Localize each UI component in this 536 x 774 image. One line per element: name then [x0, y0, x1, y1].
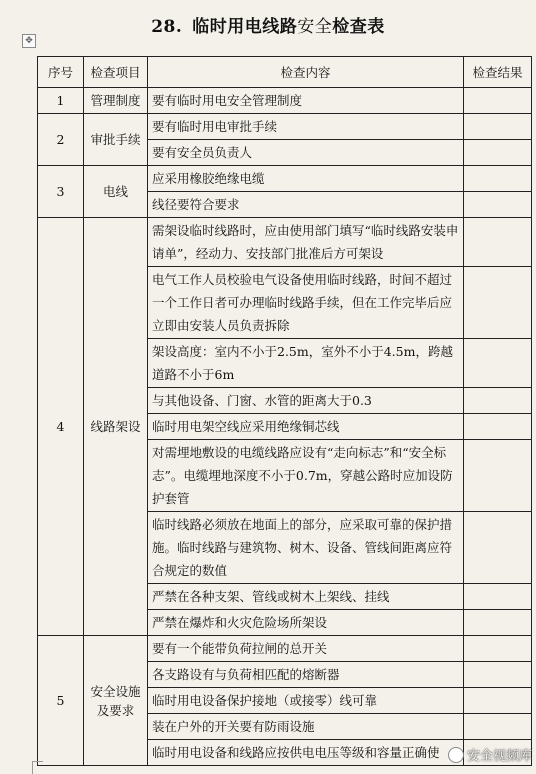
content-cell: 对需埋地敷设的电缆线路应设有“走向标志”和“安全标志”。电缆埋地深度不小于0.7m，穿越公路时应加设防护套管 — [148, 440, 464, 512]
document-title — [0, 12, 536, 37]
result-cell[interactable] — [464, 267, 532, 339]
watermark — [448, 745, 532, 764]
group-item: 安全设施及要求 — [84, 636, 148, 766]
result-cell[interactable] — [464, 440, 532, 512]
result-cell[interactable] — [464, 688, 532, 714]
table-row — [38, 166, 532, 192]
result-cell[interactable] — [464, 88, 532, 114]
table-row — [38, 88, 532, 114]
result-cell[interactable] — [464, 636, 532, 662]
group-number: 3 — [38, 166, 84, 218]
header-item: 检查项目 — [84, 57, 148, 88]
inspection-table — [37, 56, 532, 766]
content-cell: 临时用电架空线应采用绝缘铜芯线 — [148, 414, 464, 440]
content-cell: 应采用橡胶绝缘电缆 — [148, 166, 464, 192]
result-cell[interactable] — [464, 218, 532, 267]
group-item: 审批手续 — [84, 114, 148, 166]
page-margin-mark — [32, 761, 43, 774]
content-cell: 临时用电设备保护接地（或接零）线可靠 — [148, 688, 464, 714]
table-row — [38, 636, 532, 662]
title-bold: 临时用电线路 — [192, 17, 298, 37]
table-move-handle-icon[interactable]: ✥ — [22, 34, 36, 48]
header-content: 检查内容 — [148, 57, 464, 88]
header-no: 序号 — [38, 57, 84, 88]
content-cell: 与其他设备、门窗、水管的距离大于0.3 — [148, 388, 464, 414]
group-item: 线路架设 — [84, 218, 148, 636]
group-item: 电线 — [84, 166, 148, 218]
title-number: 28. — [151, 17, 183, 37]
group-number: 4 — [38, 218, 84, 636]
content-cell: 架设高度：室内不小于2.5m，室外不小于4.5m，跨越道路不小于6m — [148, 339, 464, 388]
content-cell: 要有临时用电安全管理制度 — [148, 88, 464, 114]
result-cell[interactable] — [464, 662, 532, 688]
table-row — [38, 114, 532, 140]
title-bold-end: 检查表 — [332, 17, 385, 37]
group-number: 1 — [38, 88, 84, 114]
content-cell: 要有安全员负责人 — [148, 140, 464, 166]
content-cell: 需架设临时线路时，应由使用部门填写“临时线路安装申请单”，经动力、安技部门批准后方可架设 — [148, 218, 464, 267]
header-result: 检查结果 — [464, 57, 532, 88]
content-cell: 电气工作人员校验电气设备使用临时线路，时间不超过一个工作日者可办理临时线路手续，但在工作完毕后应立即由安装人员负责拆除 — [148, 267, 464, 339]
result-cell[interactable] — [464, 610, 532, 636]
content-cell: 装在户外的开关要有防雨设施 — [148, 714, 464, 740]
content-cell: 要有一个能带负荷拉闸的总开关 — [148, 636, 464, 662]
title-regular: 安全 — [297, 17, 333, 37]
group-number: 5 — [38, 636, 84, 766]
result-cell[interactable] — [464, 584, 532, 610]
result-cell[interactable] — [464, 388, 532, 414]
content-cell: 临时用电设备和线路应按供电电压等级和容量正确使 — [148, 740, 464, 766]
wechat-icon — [448, 747, 464, 763]
result-cell[interactable] — [464, 192, 532, 218]
result-cell[interactable] — [464, 140, 532, 166]
content-cell: 临时线路必须放在地面上的部分，应采取可靠的保护措施。临时线路与建筑物、树木、设备、管线间距离应符合规定的数值 — [148, 512, 464, 584]
result-cell[interactable] — [464, 414, 532, 440]
result-cell[interactable] — [464, 714, 532, 740]
content-cell: 各支路设有与负荷相匹配的熔断器 — [148, 662, 464, 688]
content-cell: 严禁在各种支架、管线或树木上架线、挂线 — [148, 584, 464, 610]
group-number: 2 — [38, 114, 84, 166]
content-cell: 要有临时用电审批手续 — [148, 114, 464, 140]
group-item: 管理制度 — [84, 88, 148, 114]
header-row — [38, 57, 532, 88]
content-cell: 线径要符合要求 — [148, 192, 464, 218]
table-row — [38, 218, 532, 267]
result-cell[interactable] — [464, 166, 532, 192]
watermark-text: 安全视频库 — [466, 749, 532, 764]
result-cell[interactable] — [464, 339, 532, 388]
content-cell: 严禁在爆炸和火灾危险场所架设 — [148, 610, 464, 636]
result-cell[interactable] — [464, 512, 532, 584]
result-cell[interactable] — [464, 114, 532, 140]
